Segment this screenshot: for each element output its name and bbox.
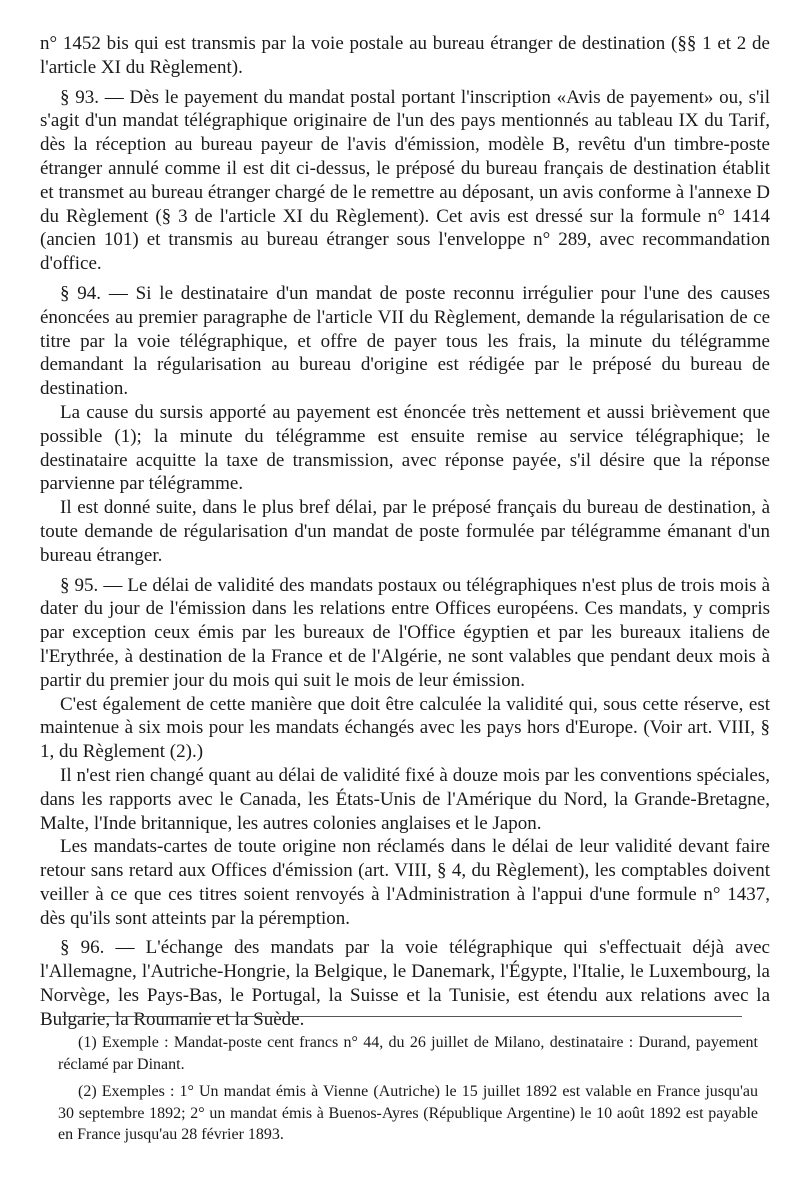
paragraph-section-95-conventions: Il n'est rien changé quant au délai de validité fixé à douze mois par les conventions spéciales, dans les rapports avec le Canada, les États-Unis de l'Amérique du Nord, la Grande-Bretagne, Malte, l'Inde britannique, les autres colonies anglaises et le Japon.: [40, 764, 770, 834]
paragraph-section-95-validite: C'est également de cette manière que doit être calculée la validité qui, sous cette réserve, est maintenue à six mois pour les mandats échangés avec les pays hors d'Europe. (Voir art. VIII, § 1, du Règlement (2).): [40, 693, 770, 763]
footnotes: [58, 1032, 758, 1152]
document-body: [40, 32, 770, 1032]
paragraph-section-96: § 96. — L'échange des mandats par la voie télégraphique qui s'effectuait déjà avec l'Allemagne, l'Autriche-Hongrie, la Belgique, le Danemark, l'Égypte, l'Italie, le Luxembourg, la Norvège, les Pays-Bas, le Portugal, la Suisse et la Tunisie, est étendu aux relations avec la Bulgarie, la Roumanie et la Suède.: [40, 937, 770, 1030]
paragraph-section-94: § 94. — Si le destinataire d'un mandat de poste reconnu irrégulier pour l'une des causes énoncées au premier paragraphe de l'article VII du Règlement, demande la régularisation de ce titre par la voie télégraphique, et offre de payer tous les frais, la minute du télégramme demandant la régularisation au bureau d'origine est rédigée par le préposé du bureau de destination.: [40, 282, 770, 400]
paragraph-section-93: § 93. — Dès le payement du mandat postal portant l'inscription «Avis de payement» ou, s'il s'agit d'un mandat télégraphique originaire de l'un des pays mentionnés au tableau IX du Tarif, dès la réception au bureau payeur de l'avis d'émission, modèle B, revêtu d'un timbre-poste étranger annulé comme il est dit ci-dessus, le préposé du bureau français de destination établit et transmet au bureau étranger chargé de le remettre au déposant, un avis conforme à l'annexe D du Règlement (§ 3 de l'article XI du Règlement). Cet avis est dressé sur la formule n° 1414 (ancien 101) et transmis au bureau étranger sous l'enveloppe n° 289, avec recommandation d'office.: [40, 86, 770, 275]
footnote-1: (1) Exemple : Mandat-poste cent francs n° 44, du 26 juillet de Milano, destinataire : Durand, payement réclamé par Dinant.: [58, 1034, 758, 1073]
footnote-2: (2) Exemples : 1° Un mandat émis à Vienne (Autriche) le 15 juillet 1892 est valable en France jusqu'au 30 septembre 1892; 2° un mandat émis à Buenos-Ayres (République Argentine) le 10 août 1892 est payable en France jusqu'au 28 février 1893.: [58, 1083, 758, 1143]
paragraph-section-94-cause: La cause du sursis apporté au payement est énoncée très nettement et aussi brièvement que possible (1); la minute du télégramme est ensuite remise au service télégraphique; le destinataire acquitte la taxe de transmission, avec réponse payée, s'il désire que la réponse parvienne par télégramme.: [40, 401, 770, 495]
footnote-divider: [62, 1016, 742, 1017]
paragraph-continuation: n° 1452 bis qui est transmis par la voie postale au bureau étranger de destination (§§ 1 et 2 de l'article XI du Règlement).: [40, 33, 770, 78]
paragraph-section-94-suite: Il est donné suite, dans le plus bref délai, par le préposé français du bureau de destination, à toute demande de régularisation d'un mandat de poste formulée par télégramme émanant d'un bureau étranger.: [40, 497, 770, 566]
paragraph-section-95: § 95. — Le délai de validité des mandats postaux ou télégraphiques n'est plus de trois mois à dater du jour de l'émission dans les relations entre Offices européens. Ces mandats, y compris par exception ceux émis par les bureaux de l'Office égyptien et par les bureaux italiens de l'Erythrée, à destination de la France et de l'Algérie, ne sont valables que pendant deux mois à partir du premier jour du mois qui suit le mois de leur émission.: [40, 574, 770, 691]
paragraph-section-95-mandats-cartes: Les mandats-cartes de toute origine non réclamés dans le délai de leur validité devant faire retour sans retard aux Offices d'émission (art. VIII, § 4, du Règlement), les comptables doivent veiller à ce que ces titres soient renvoyés à l'Administration à l'appui d'une formule n° 1437, dès qu'ils sont atteints par la péremption.: [40, 836, 770, 929]
